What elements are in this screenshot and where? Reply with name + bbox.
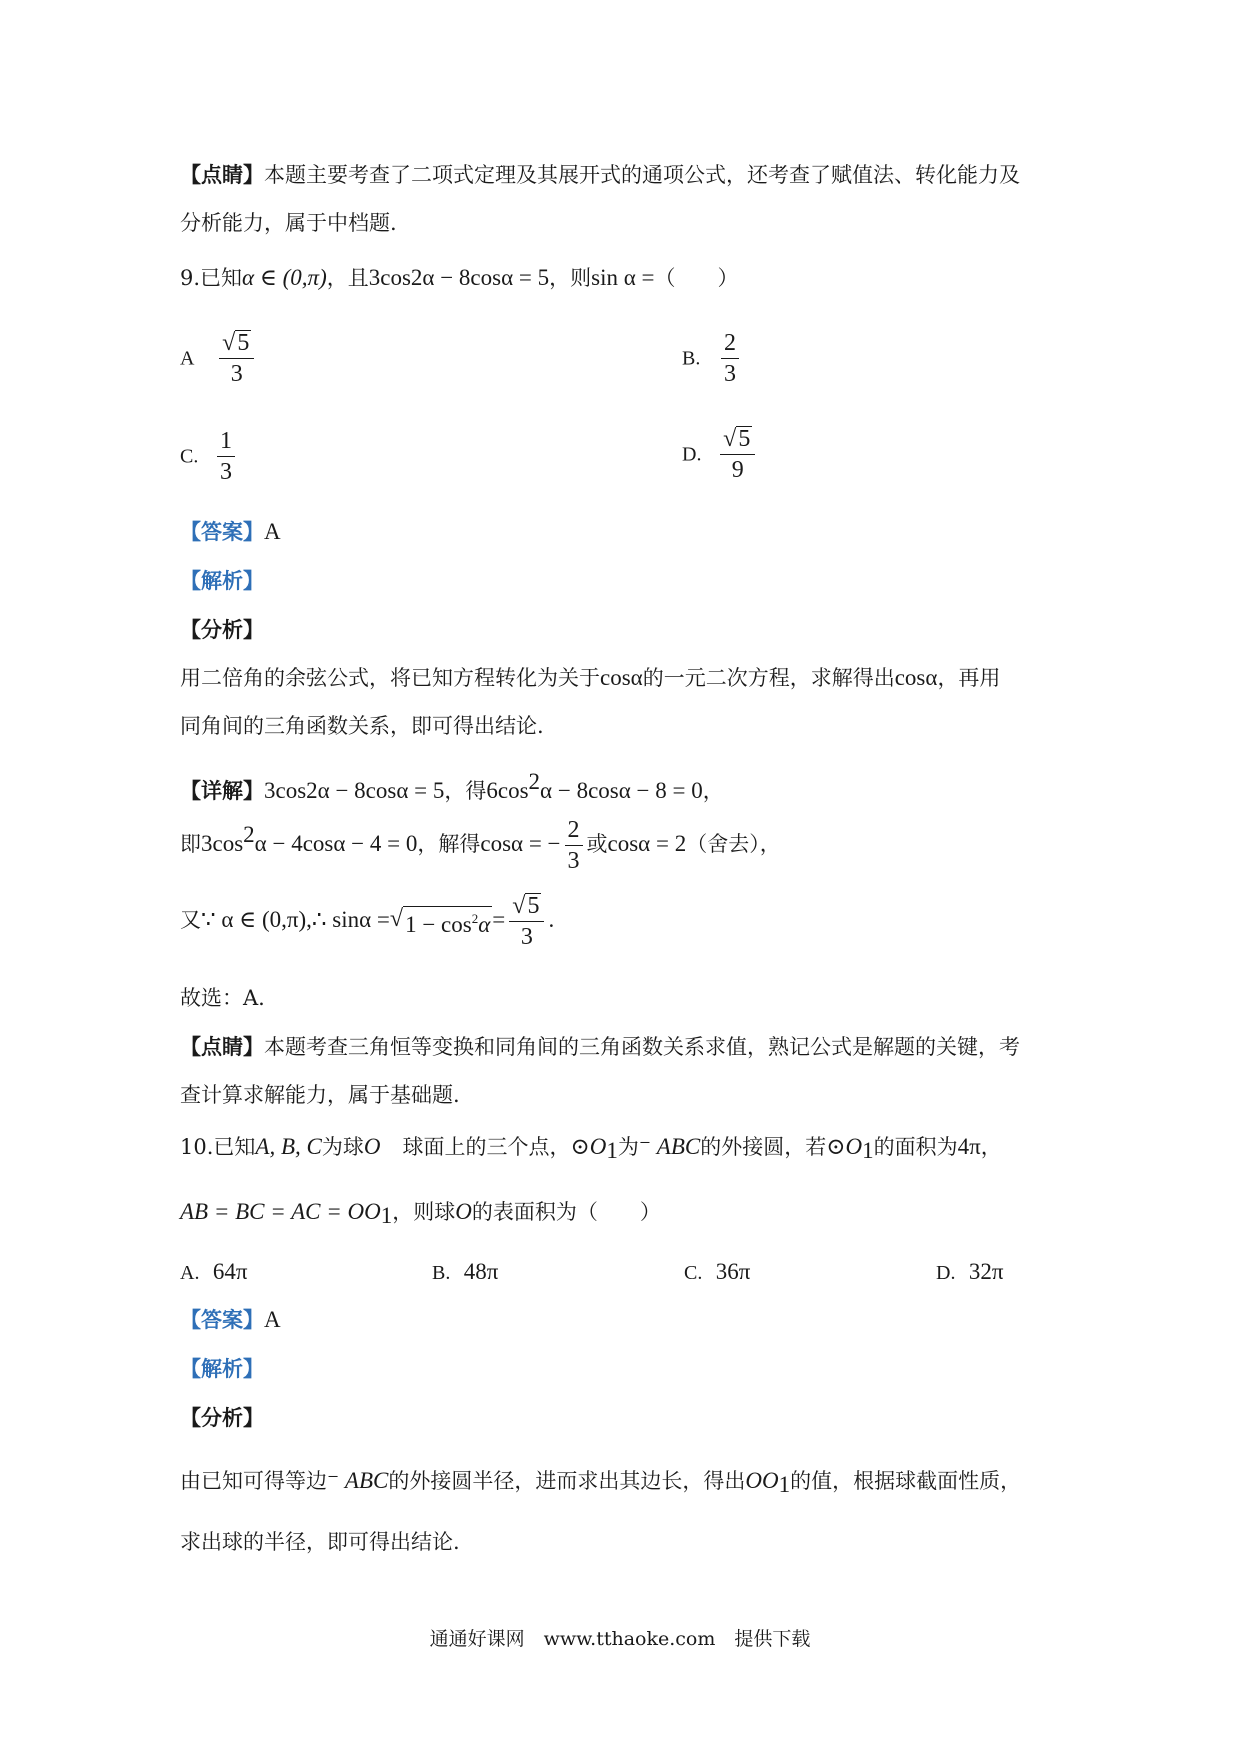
fraction: √ 5 9	[720, 426, 755, 483]
q10-fenxi-line2: 求出球的半径，即可得出结论.	[180, 1530, 460, 1554]
q10-stem-line1: 10.已知A, B, C为球O 球面上的三个点，$⊙O_1$为⁻ ABC的外接圆，若$⊙O_1$的面积为4π，	[180, 1134, 1002, 1163]
q10-option-c: C. 36π	[684, 1259, 751, 1284]
comment-tag: 【点睛】	[180, 162, 264, 187]
q10-option-d: D. 32π	[936, 1259, 1004, 1284]
q9-answer: 【答案】A	[180, 519, 281, 544]
q10-option-b: B. 48π	[432, 1259, 499, 1284]
footer-source: 通通好课网 www.tthaoke.com 提供下载	[429, 1628, 811, 1650]
sqrt-expression: √ $1 - \cos^2\alpha$	[389, 906, 491, 937]
q8-comment-line1: 【点睛】本题主要考查了二项式定理及其展开式的通项公式，还考查了赋值法、转化能力及	[180, 162, 1020, 187]
q10-option-a: A. 64π	[180, 1259, 248, 1284]
q9-option-a: A √ 5 3	[180, 330, 258, 394]
q10-stem-line2: AB = BC = AC = $OO_1$，则球O的表面积为（ ）	[180, 1199, 661, 1228]
q10-fenxi-line1: 由已知可得等边⁻ ABC的外接圆半径，进而求出其边长，得出$OO_1$的值，根据球截面性质，	[180, 1468, 1022, 1497]
q9-detail-line3: 又∵ α ∈ (0,π),∴ sinα = √ $1 - \cos^2\alpha$ = √ 5 3 .	[180, 893, 555, 950]
q10-jiexi: 【解析】	[180, 1356, 264, 1381]
q9-comment-line2: 查计算求解能力，属于基础题.	[180, 1083, 460, 1107]
fraction: $\frac{2}{3}$	[565, 817, 583, 874]
q9-choose: 故选：A.	[180, 986, 265, 1010]
q9-detail-line1: 【详解】3cos2α − 8cosα = 5，得$6\cos^2\alpha - 8\cos\alpha - 8 = 0$，	[180, 769, 724, 803]
fraction: √ 5 3	[219, 330, 254, 387]
q9-fenxi-tag: 【分析】	[180, 617, 264, 642]
fraction: $\frac{1}{3}$	[217, 428, 235, 485]
fraction: √ 5 3	[509, 893, 544, 950]
q9-fenxi-line1: 用二倍角的余弦公式，将已知方程转化为关于cosα的一元二次方程，求解得出cosα，再用	[180, 665, 1001, 690]
q9-jiexi: 【解析】	[180, 568, 264, 593]
q9-option-d: D. √ 5 9	[682, 426, 759, 490]
q9-option-c: C. $\frac{1}{3}$	[180, 428, 239, 492]
q8-comment-line2: 分析能力，属于中档题.	[180, 211, 397, 235]
q9-option-b: B. $\frac{2}{3}$	[682, 330, 743, 394]
q10-fenxi-tag: 【分析】	[180, 1405, 264, 1430]
q9-detail-line2: 即$3\cos^2\alpha - 4\cos\alpha - 4 = 0$，解得cosα = − $\frac{2}{3}$ 或cosα = 2（舍去），	[180, 817, 781, 874]
q9-fenxi-line2: 同角间的三角函数关系，即可得出结论.	[180, 714, 544, 738]
q10-answer: 【答案】A	[180, 1307, 281, 1332]
q9-stem: 9.已知α ∈ (0,π)，且3cos2α − 8cosα = 5，则sin α =（ ）	[180, 265, 739, 290]
fraction: $\frac{2}{3}$	[721, 330, 739, 387]
q9-comment-line1: 【点睛】本题考查三角恒等变换和同角间的三角函数关系求值，熟记公式是解题的关键，考	[180, 1034, 1020, 1059]
